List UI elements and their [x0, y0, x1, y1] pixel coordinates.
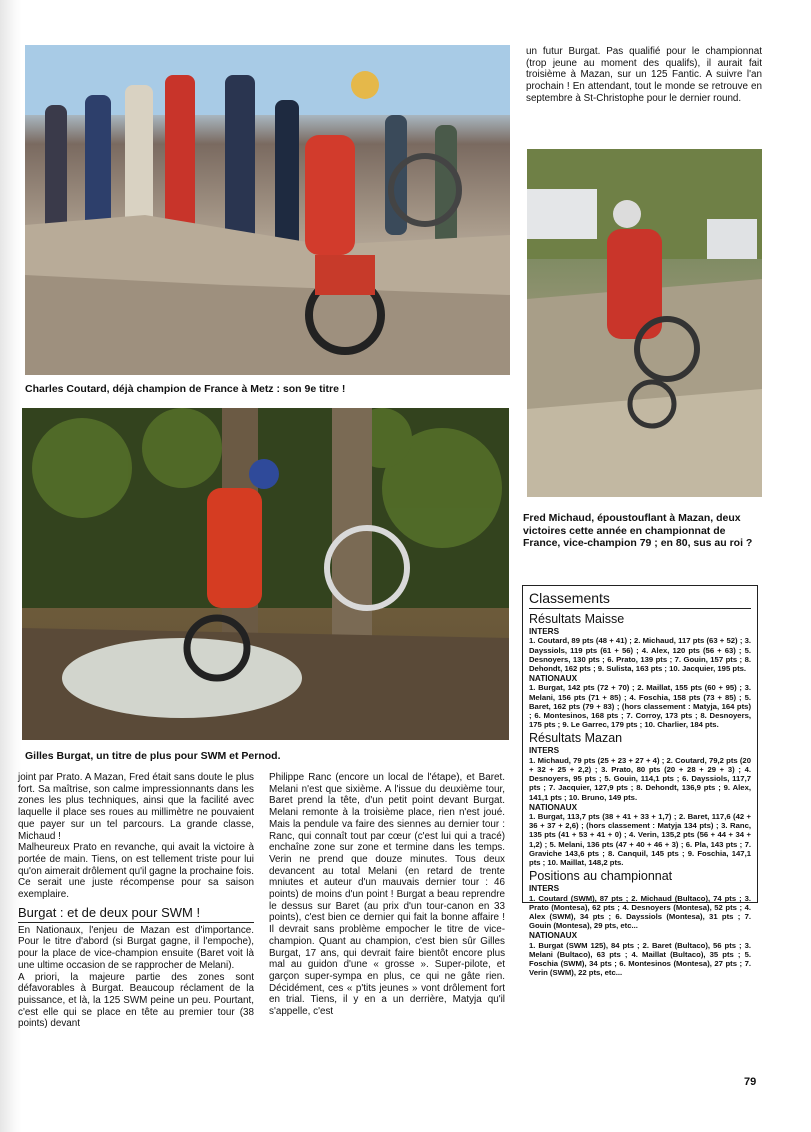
- section-title: Résultats Maisse: [529, 612, 625, 626]
- text-top-right: [526, 46, 762, 105]
- category-label: NATIONAUX: [529, 931, 578, 941]
- paragraph: En Nationaux, l'enjeu de Mazan est d'importance. Pour le titre d'abord (si Burgat gagne, il l'empoche), pour la place de vice-champion ensuite (Baret voit là une ultime occasion de se rapprocher de Melani).: [18, 924, 254, 971]
- paragraph: A priori, la majeure partie des zones sont défavorables à Burgat. Beaucoup réclament de la puissance, et là, la 125 SWM peine un peu. Pourtant, c'est elle qui se place en tête au premier tour (38 points) devant: [18, 971, 254, 1030]
- page-number: 79: [744, 1076, 757, 1088]
- caption-photo-coutard: Charles Coutard, déjà champion de France à Metz : son 9e titre !: [25, 383, 346, 395]
- results-box: [522, 585, 758, 978]
- text-column-2: [269, 772, 505, 1018]
- photo-michaud-scene: [527, 149, 762, 497]
- paragraph: joint par Prato. A Mazan, Fred était sans doute le plus fort. Sa maîtrise, son calme impressionnants dans les zones les plus techniques, ainsi que la facilité avec laquelle il place ses roues au millimètre ne pouvaient que payer sur un tel parcours. La grande classe, Michaud !: [18, 772, 254, 842]
- category-label: INTERS: [529, 746, 560, 756]
- results-text: 1. Burgat, 113,7 pts (38 + 41 + 33 + 1,7) ; 2. Baret, 117,6 (42 + 36 + 37 + 2,6) ; (hors classement : Matyja 134 pts) ; 3. Ranc, 135 pts (41 + 53 + 41 + 0) ; 4. Verin, 135,2 pts (56 + 44 + 34 + 1,2) ; 5. Melani, 136 pts (47 + 40 + 46 + 3) ; 6. Pla, 143 pts ; 7. Graviche 143,6 pts ; 8. Canquil, 145 pts ; 9. Foschia, 147,1 pts ; 10. Maillat, 148,2 pts.: [529, 812, 751, 868]
- paragraph: un futur Burgat. Pas qualifié pour le championnat (trop jeune au moment des qualifs), il aurait fait troisième à Mazan, sur un 125 Fantic. A suivre l'an prochain ! En attendant, tout le monde se retrouve en septembre à St-Christophe pour le dernier round.: [526, 46, 762, 104]
- results-text: 1. Coutard, 89 pts (48 + 41) ; 2. Michaud, 117 pts (63 + 52) ; 3. Dayssiols, 119 pts (61 + 56) ; 4. Alex, 120 pts (56 + 63) ; 5. Desnoyers, 130 pts ; 6. Prato, 139 pts ; 7. Gouin, 157 pts ; 8. Dehondt, 162 pts ; 9. Sulista, 163 pts ; 10. Jacquier, 195 pts.: [529, 636, 751, 673]
- photo-burgat-scene: [22, 408, 509, 740]
- text-column-1: [18, 772, 254, 1030]
- section-subhead: Burgat : et de deux pour SWM !: [18, 905, 254, 923]
- category-label: INTERS: [529, 884, 560, 894]
- results-text: 1. Michaud, 79 pts (25 + 23 + 27 + 4) ; 2. Coutard, 79,2 pts (20 + 32 + 25 + 2,2) ; 3. Prato, 80 pts (20 + 28 + 29 + 3) ; 4. Desnoyers, 95 pts ; 5. Gouin, 114,1 pts ; 6. Dayssiols, 117,7 pts ; 7. Jacquier, 127,9 pts ; 8. Dehondt, 136,9 pts ; 9. Alex, 141,1 pts ; 10. Bruno, 149 pts.: [529, 755, 751, 802]
- caption-photo-michaud: Fred Michaud, époustouflant à Mazan, deux victoires cette année en championnat de France, vice-champion 79 ; en 80, sus au roi ?: [523, 512, 753, 549]
- category-label: NATIONAUX: [529, 802, 578, 812]
- paragraph: Philippe Ranc (encore un local de l'étape), et Baret. Melani n'est que sixième. A l'issue du deuxième tour, Baret prend la tête, d'un petit point devant Burgat. Melani remonte à la troisième place, rien n'est joué. Mais la pendule va faire des siennes au dernier tour : Ranc, qui connaît tout par cœur (c'est lui qui a tracé) enchaîne zone sur zone et termine dans les temps. Verin ne prend que douze minutes. Tous deux devancent au total Melani (en retard de trente mniutes et auteur d'un mauvais dernier tour : 46 points) de moins d'un point ! Burgat a beau reprendre le dessus sur Baret (au prix d'un tour-canon en 33 points), c'est bien ce dernier qui fait la bonne affaire ! Il devrait sans problème empocher le titre de vice-champion. Quant au champion, c'est bien sûr Gilles Burgat, 17 ans, qui devrait faire bientôt encore plus mal au guidon d'une « grosse ». Super-pilote, et garçon super-sympa en plus, ce qui ne gâte rien. Décidément, ces « p'tits jeunes » vont drôlement fort en trial. Tiens, il y en a un derrière, Matyja qu'il s'appelle, c'est: [269, 772, 505, 1018]
- photo-burgat: [22, 408, 509, 740]
- results-text: 1. Burgat, 142 pts (72 + 70) ; 2. Maillat, 155 pts (60 + 95) ; 3. Melani, 156 pts (71 + 85) ; 4. Foschia, 158 pts (73 + 85) ; 5. Baret, 162 pts (79 + 83) ; (hors classement : Matyja, 164 pts) ; 6. Montesinos, 168 pts ; 7. Corroy, 173 pts ; 8. Desnoyers, 175 pts ; 9. Le Garrec, 179 pts ; 10. Charlier, 184 pts.: [529, 683, 751, 730]
- section-title: Positions au championnat: [529, 869, 673, 884]
- paragraph: Malheureux Prato en revanche, qui avait la victoire à portée de main. Tiens, on est tellement triste pour lui qu'on aimerait drôlement qu'il gagne la prochaine fois. Ce serait une juste récompense pour sa saison exemplaire.: [18, 842, 254, 901]
- photo-michaud: [527, 149, 762, 497]
- category-label: NATIONAUX: [529, 674, 578, 684]
- photo-coutard-scene: [25, 45, 510, 375]
- caption-photo-burgat: Gilles Burgat, un titre de plus pour SWM et Pernod.: [25, 750, 281, 762]
- results-text: 1. Burgat (SWM 125), 84 pts ; 2. Baret (Bultaco), 56 pts ; 3. Melani (Bultaco), 63 pts ; 4. Maillat (Bultaco), 35 pts ; 5. Foschia (SWM), 34 pts ; 6. Montesinos (Montesa), 27 pts ; 7. Verin (SWM), 22 pts, etc...: [529, 940, 751, 978]
- results-text: 1. Coutard (SWM), 87 pts ; 2. Michaud (Bultaco), 74 pts ; 3. Prato (Montesa), 62 pts ; 4. Desnoyers (Montesa), 52 pts ; 4. Alex (SWM), 34 pts ; 6. Dayssiols (Montesa), 31 pts ; 7. Gouin (Montesa), 29 pts, etc...: [529, 893, 751, 931]
- results-box-title: Classements: [529, 590, 751, 609]
- category-label: INTERS: [529, 627, 560, 636]
- photo-coutard: [25, 45, 510, 375]
- section-title: Résultats Mazan: [529, 731, 623, 746]
